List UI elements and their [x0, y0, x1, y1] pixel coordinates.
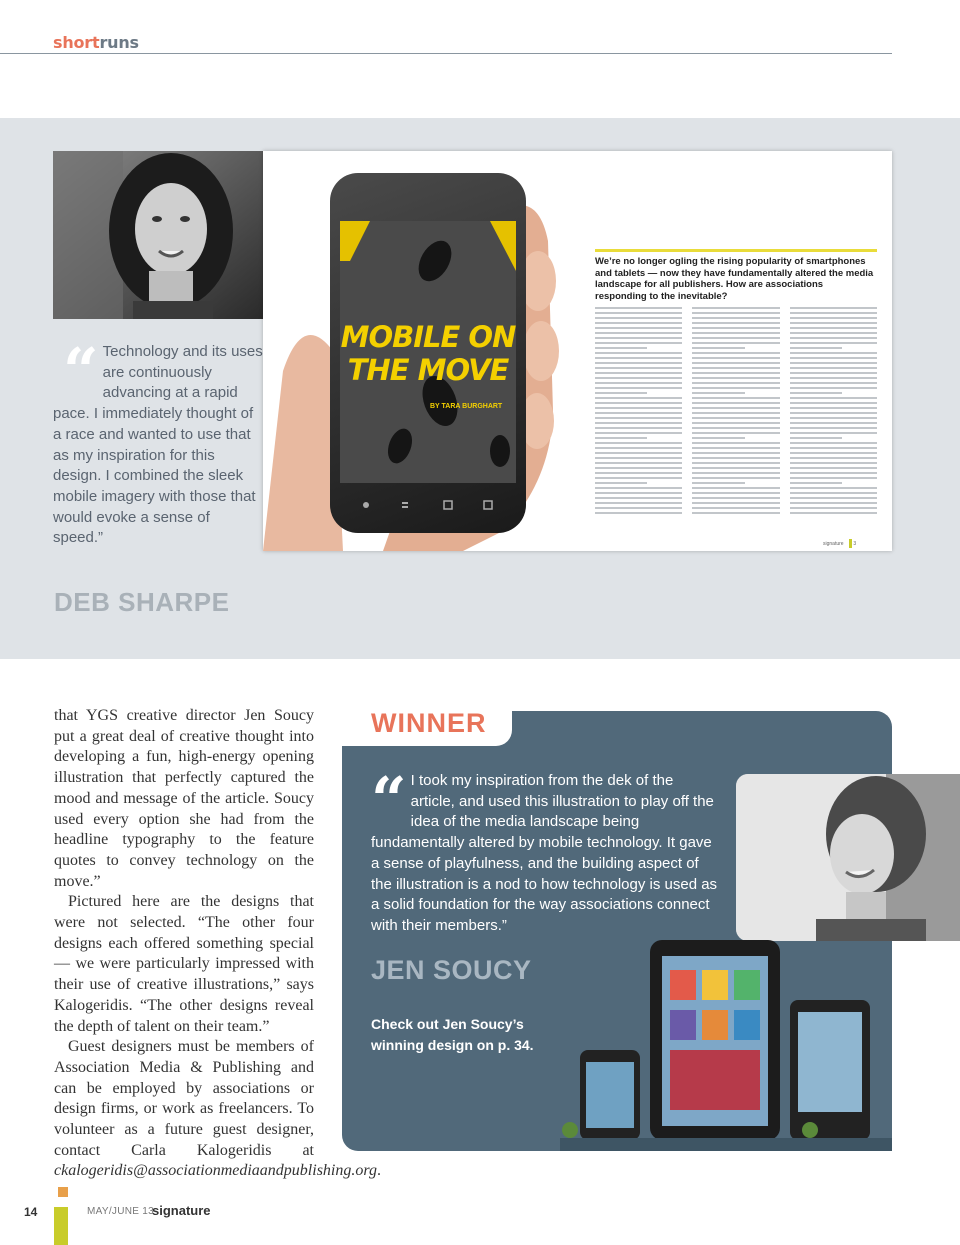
phone-screen [340, 221, 516, 483]
spread-footer-text: signature [823, 540, 844, 547]
footer-accent-bar [54, 1207, 68, 1245]
spread-text-line [790, 462, 877, 464]
spread-text-line [692, 342, 779, 344]
spread-text-line [790, 337, 877, 339]
search-icon [363, 502, 369, 508]
spread-text-line [595, 367, 682, 369]
spread-column [692, 307, 779, 529]
spread-text-line [692, 432, 779, 434]
designer-photo-deb-sharpe [53, 151, 263, 319]
spread-text-line [595, 307, 682, 309]
body-paragraph-end: . [377, 1162, 381, 1180]
spread-text-line [790, 387, 877, 389]
spread-text-line [692, 407, 779, 409]
spread-text-line [692, 397, 779, 399]
spread-text-line [595, 392, 647, 394]
spread-text-line [692, 487, 779, 489]
spread-text-line [790, 467, 877, 469]
spread-text-line [692, 452, 779, 454]
spread-text-line [790, 397, 877, 399]
spread-text-line [692, 412, 779, 414]
spread-text-line [595, 362, 682, 364]
spread-text-line [790, 357, 877, 359]
spread-text-line [692, 472, 779, 474]
spread-text-line [790, 377, 877, 379]
spread-text-line [595, 497, 682, 499]
home-icon [444, 501, 452, 509]
spread-text-line [790, 492, 877, 494]
spread-text-line [692, 357, 779, 359]
spread-text-line [692, 392, 744, 394]
spread-text-line [595, 332, 682, 334]
spread-text-line [595, 397, 682, 399]
spread-text-line [692, 372, 779, 374]
spread-text-line [595, 457, 682, 459]
spread-text-line [595, 317, 682, 319]
spread-text-line [595, 512, 682, 514]
spread-text-line [595, 322, 682, 324]
back-icon [402, 503, 408, 507]
spread-text-line [692, 387, 779, 389]
spread-text-line [790, 327, 877, 329]
winner-cta: Check out Jen Soucy’s winning design on p. 34. [371, 1016, 534, 1053]
spread-text-line [595, 427, 682, 429]
spread-text-line [790, 502, 877, 504]
designer-name: DEB SHARPE [54, 587, 230, 617]
body-paragraph: that YGS creative director Jen Soucy put a great deal of creative thought into developing a fun, high-energy opening illustration that perfectly captured the mood and message of the article. Soucy used every option she had from the headline typography to the feature quotes to convey technology on the move.” [54, 707, 314, 890]
spread-text-line [692, 442, 779, 444]
spread-text-line [790, 382, 877, 384]
quote-mark-icon: “ [371, 763, 407, 836]
spread-text-line [790, 487, 877, 489]
spread-text-line [790, 477, 877, 479]
spread-text-line [595, 452, 682, 454]
quote-mark-icon: “ [63, 334, 99, 407]
body-paragraph-text: Guest designers must be members of Association Media & Publishing and can be employed by associations or design firms, or work as freelancers. To volunteer as a future guest designer, contact Carla Kalogeridis at [54, 1038, 314, 1159]
section-tag [53, 33, 139, 52]
spread-text-line [790, 412, 877, 414]
spread-text-line [692, 437, 744, 439]
spread-footer-bar [849, 539, 852, 548]
spread-text-line [790, 367, 877, 369]
section-tag-short: short [53, 33, 100, 52]
spread-text-line [595, 357, 682, 359]
spread-text-line [595, 507, 682, 509]
spread-text-line [790, 447, 877, 449]
spread-text-line [692, 362, 779, 364]
spread-text-line [692, 367, 779, 369]
spread-text-line [692, 477, 779, 479]
spread-text-line [790, 512, 877, 514]
spread-text-line [595, 342, 682, 344]
winner-name: JEN SOUCY [371, 955, 532, 985]
spread-text-line [790, 507, 877, 509]
spread-text-line [790, 457, 877, 459]
spread-text-line [790, 307, 877, 309]
spread-text-line [692, 457, 779, 459]
spread-text-line [790, 362, 877, 364]
footer-issue: MAY/JUNE 13 [87, 1206, 155, 1217]
spread-text-line [692, 482, 744, 484]
spread-text-line [595, 312, 682, 314]
spread-text-line [595, 467, 682, 469]
spread-text-line [692, 317, 779, 319]
spread-text-line [692, 352, 779, 354]
tablet-city-illustration [560, 930, 892, 1151]
spread-text-line [790, 437, 842, 439]
spread-text-line [692, 337, 779, 339]
spread-text-line [595, 472, 682, 474]
spread-text-line [790, 432, 877, 434]
spread-text-line [595, 402, 682, 404]
spread-text-line [595, 412, 682, 414]
cover-byline: BY TARA BURGHART [430, 403, 503, 410]
spread-column [790, 307, 877, 529]
menu-icon [484, 501, 492, 509]
cover-title-line-1: MOBILE ON [340, 320, 516, 354]
spread-text-line [595, 417, 682, 419]
spread-text-line [790, 312, 877, 314]
spread-text-line [595, 352, 682, 354]
body-paragraph [54, 1037, 381, 1203]
portrait-image [736, 774, 960, 941]
cover-title [340, 321, 516, 387]
spread-text-line [790, 407, 877, 409]
spread-text-line [692, 417, 779, 419]
spread-text-line [692, 332, 779, 334]
cover-title-line-2: THE MOVE [347, 353, 509, 387]
spread-text-line [790, 317, 877, 319]
spread-text-line [790, 417, 877, 419]
article-body [54, 706, 381, 1203]
spread-text-line [595, 407, 682, 409]
section-tag-runs: runs [99, 33, 139, 52]
spread-text-line [692, 447, 779, 449]
spread-text-line [692, 427, 779, 429]
spread-text-line [595, 487, 682, 489]
designer-quote-text: Technology and its uses are continuously advancing at a rapid pace. I immediately thought of a race and wanted to use that as my inspiration for this design. I combined the sleek mobile imagery with those that would evoke a sense of speed.” [53, 343, 263, 547]
spread-text-line [790, 472, 877, 474]
spread-text-line [790, 342, 877, 344]
spread-text-line [595, 492, 682, 494]
spread-text-line [692, 322, 779, 324]
spread-text-line [692, 467, 779, 469]
spread-text-line [692, 512, 779, 514]
spread-text-line [692, 422, 779, 424]
spread-text-line [790, 452, 877, 454]
spread-text-line [595, 437, 647, 439]
spread-text-line [692, 402, 779, 404]
spread-text-line [790, 402, 877, 404]
spread-text-line [790, 442, 877, 444]
spread-text-line [790, 427, 877, 429]
spread-text-line [595, 337, 682, 339]
designer-quote [53, 334, 263, 549]
spread-text-line [595, 422, 682, 424]
spread-text-line [692, 382, 779, 384]
spread-text-line [692, 462, 779, 464]
spread-text-line [692, 502, 779, 504]
winner-quote-text: I took my inspiration from the dek of the article, and used this illustration to play off the idea of the media landscape being fundamentally altered by mobile technology. It gave a sense of playfulness, and the building aspect of the illustration is a nod to how technology is used as a solid foundation for the way associations connect with their members.” [371, 772, 718, 934]
spread-text-line [595, 432, 682, 434]
spread-text-line [595, 382, 682, 384]
spread-text-line [595, 347, 647, 349]
spread-text-line [692, 507, 779, 509]
spread-text-line [692, 497, 779, 499]
spread-text-line [692, 312, 779, 314]
spread-text-line [595, 327, 682, 329]
spread-text-line [595, 502, 682, 504]
spread-text-line [595, 482, 647, 484]
spread-column [595, 307, 682, 529]
spread-text-line [692, 307, 779, 309]
portrait-image [53, 151, 263, 319]
magazine-spread [263, 151, 892, 551]
spread-dek: We’re no longer ogling the rising popularity of smartphones and tablets — now they have fundamentally altered the media landscape for all publishers. How are associations responding to the inevitable? [595, 249, 877, 302]
spread-footer [823, 539, 856, 548]
body-paragraph: Pictured here are the designs that were not selected. “The other four designs each offered something special — we were particularly impressed with their use of creative illustrations,” says Kalogeridis. “The other designs reveal the depth of talent on their team.” [54, 893, 314, 1035]
spread-text-line [790, 497, 877, 499]
page-number: 14 [24, 1205, 38, 1219]
spread-text-line [790, 322, 877, 324]
spread-text-line [692, 347, 744, 349]
spread-text-line [790, 372, 877, 374]
spread-text-line [790, 352, 877, 354]
spread-text-line [790, 422, 877, 424]
spread-columns [595, 307, 877, 529]
spread-text-line [595, 447, 682, 449]
spread-text-line [595, 462, 682, 464]
phone-nav-buttons [330, 489, 526, 529]
spread-text-line [595, 442, 682, 444]
spread-text-line [595, 372, 682, 374]
winner-quote [371, 763, 721, 937]
end-mark-icon [58, 1187, 68, 1197]
spread-text-line [692, 492, 779, 494]
spread-text-line [790, 332, 877, 334]
spread-text-line [790, 482, 842, 484]
designer-photo-jen-soucy [736, 774, 960, 941]
spread-text-line [595, 387, 682, 389]
spread-text-line [595, 377, 682, 379]
contact-email-link[interactable]: ckalogeridis@associationmediaandpublishing.org [54, 1162, 377, 1180]
spread-text-line [790, 392, 842, 394]
footer-magazine-name: signature [152, 1203, 211, 1218]
spread-text-line [692, 377, 779, 379]
spread-text-line [595, 477, 682, 479]
spread-footer-page: 3 [853, 540, 857, 547]
spread-text-line [692, 327, 779, 329]
spread-text-line [790, 347, 842, 349]
header-rule [0, 53, 892, 54]
winner-label: WINNER [371, 708, 487, 738]
phone-image [330, 173, 526, 533]
